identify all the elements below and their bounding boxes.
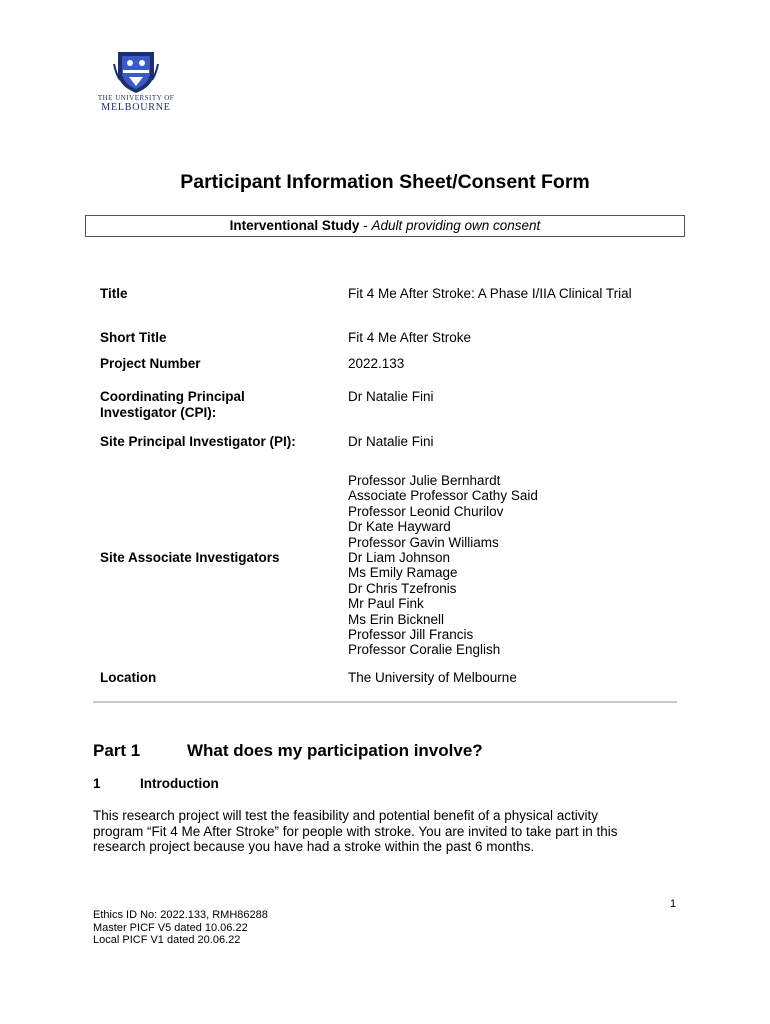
associate-name: Professor Jill Francis	[348, 627, 474, 643]
study-type-subtitle: Adult providing own consent	[371, 218, 541, 233]
introduction-paragraph	[93, 808, 683, 855]
page-title: Participant Information Sheet/Consent Form	[180, 171, 590, 193]
section-number: 1	[93, 776, 101, 791]
footer-master-version: Master PICF V5 dated 10.06.22	[93, 921, 248, 934]
title-value: Fit 4 Me After Stroke: A Phase I/IIA Clinical Trial	[348, 286, 632, 301]
project-number-value: 2022.133	[348, 356, 405, 371]
site-pi-label: Site Principal Investigator (PI):	[100, 434, 296, 449]
study-type-box	[85, 215, 685, 237]
page-number: 1	[670, 898, 677, 910]
part-number: Part 1	[93, 741, 141, 760]
associate-name: Mr Paul Fink	[348, 596, 424, 612]
associate-name: Ms Emily Ramage	[348, 565, 458, 581]
section-title: Introduction	[140, 776, 219, 791]
paragraph-line: research project because you have had a stroke within the past 6 months.	[93, 839, 535, 854]
associate-name: Professor Gavin Williams	[348, 534, 499, 550]
title-label: Title	[100, 286, 128, 301]
footer-local-version: Local PICF V1 dated 20.06.22	[93, 934, 241, 946]
cpi-label-line2: Investigator (CPI):	[100, 405, 217, 420]
paragraph-line: program “Fit 4 Me After Stroke” for people with stroke. You are invited to take part in this	[93, 823, 618, 839]
paragraph-line: This research project will test the feasibility and potential benefit of a physical activity	[93, 808, 598, 823]
footer-ethics-id: Ethics ID No: 2022.133, RMH86288	[93, 909, 268, 921]
associates-label: Site Associate Investigators	[100, 550, 280, 565]
logo-text-line2: MELBOURNE	[101, 102, 171, 113]
university-crest-icon	[112, 50, 160, 94]
part-title: What does my participation involve?	[187, 741, 483, 760]
cpi-value: Dr Natalie Fini	[348, 389, 434, 404]
associate-name: Dr Liam Johnson	[348, 550, 451, 566]
associate-name: Dr Chris Tzefronis	[348, 580, 457, 596]
study-type-separator: -	[359, 218, 372, 233]
associate-name: Professor Julie Bernhardt	[348, 473, 501, 488]
associate-name: Ms Erin Bicknell	[348, 611, 445, 627]
site-pi-value: Dr Natalie Fini	[348, 434, 434, 449]
location-value: The University of Melbourne	[348, 670, 517, 685]
cpi-label	[100, 389, 245, 421]
short-title-value: Fit 4 Me After Stroke	[348, 330, 472, 345]
short-title-label: Short Title	[100, 330, 167, 345]
university-logo	[96, 50, 176, 120]
associate-name: Associate Professor Cathy Said	[348, 488, 538, 504]
associate-name: Professor Leonid Churilov	[348, 503, 504, 519]
study-type-label: Interventional Study	[229, 218, 360, 233]
associate-name: Dr Kate Hayward	[348, 519, 451, 535]
logo-text-line1: THE UNIVERSITY OF	[97, 94, 175, 102]
footer	[93, 909, 268, 947]
project-number-label: Project Number	[100, 356, 201, 371]
location-label: Location	[100, 670, 157, 685]
section-divider	[93, 701, 677, 703]
cpi-label-line1: Coordinating Principal	[100, 389, 245, 404]
associates-list	[348, 473, 538, 658]
associate-name: Professor Coralie English	[348, 642, 501, 658]
